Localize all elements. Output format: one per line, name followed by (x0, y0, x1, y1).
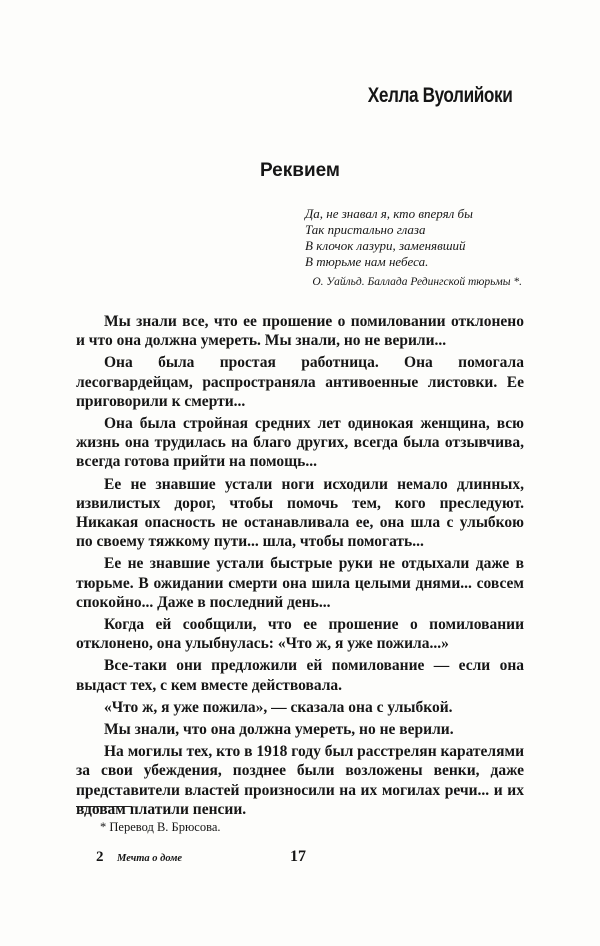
paragraph: Ее не знавшие устали ноги исходили немало длинных, извилистых дорог, чтобы помочь тем, кого преследуют. Никакая опасность не останавливала ее, она шла с улыбкою по своему тяжкому пути... шла, чтобы помогать... (76, 475, 524, 551)
epigraph-source: О. Уайльд. Баллада Редингской тюрьмы *. (312, 276, 522, 288)
paragraph: Ее не знавшие устали быстрые руки не отдыхали даже в тюрьме. В ожидании смерти она шила целыми днями... совсем спокойно... Даже в последний день... (76, 555, 524, 611)
paragraph: Она была простая работница. Она помогала лесогвардейцам, распространяла антивоенные листовки. Ее приговорили к смерти... (76, 354, 524, 410)
paragraph: Она была стройная средних лет одинокая женщина, всю жизнь она трудилась на благо других, всегда была отзывчива, всегда готова прийти на помощь... (76, 415, 524, 471)
epigraph-line: В тюрьме нам небеса. (305, 254, 429, 269)
paragraph: Все-таки они предложили ей помилование — если она выдаст тех, с кем вместе действовала. (76, 657, 524, 694)
signature-number: 2 (96, 849, 104, 865)
paragraph: Мы знали, что она должна умереть, но не верили. (104, 721, 454, 739)
poem-title: Реквием (259, 160, 340, 181)
signature-title: Мечта о доме (117, 853, 183, 864)
paragraph: Мы знали все, что ее прошение о помиловании отклонено и что она должна умереть. Мы знали, но не верили... (76, 313, 524, 350)
page-number: 17 (290, 848, 306, 865)
epigraph (305, 206, 473, 270)
author-name: Хелла Вуолийоки (367, 84, 512, 107)
epigraph-line: В клочок лазури, заменявший (305, 238, 466, 253)
footnote-divider (76, 806, 132, 807)
main-text (76, 312, 524, 822)
footnote: * Перевод В. Брюсова. (100, 820, 221, 834)
paragraph: «Что ж, я уже пожила», — сказала она с улыбкой. (104, 698, 453, 716)
epigraph-line: Так пристально глаза (305, 222, 426, 237)
epigraph-line: Да, не знавал я, кто вперял бы (305, 206, 473, 221)
paragraph: Когда ей сообщили, что ее прошение о помиловании отклонено, она улыбнулась: «Что ж, я уже пожила...» (76, 616, 524, 653)
paragraph: На могилы тех, кто в 1918 году был расстрелян карателями за свои убеждения, позднее были возложены венки, даже представители властей произносили на их могилах речи... и их вдовам платили пенсии. (76, 743, 524, 818)
